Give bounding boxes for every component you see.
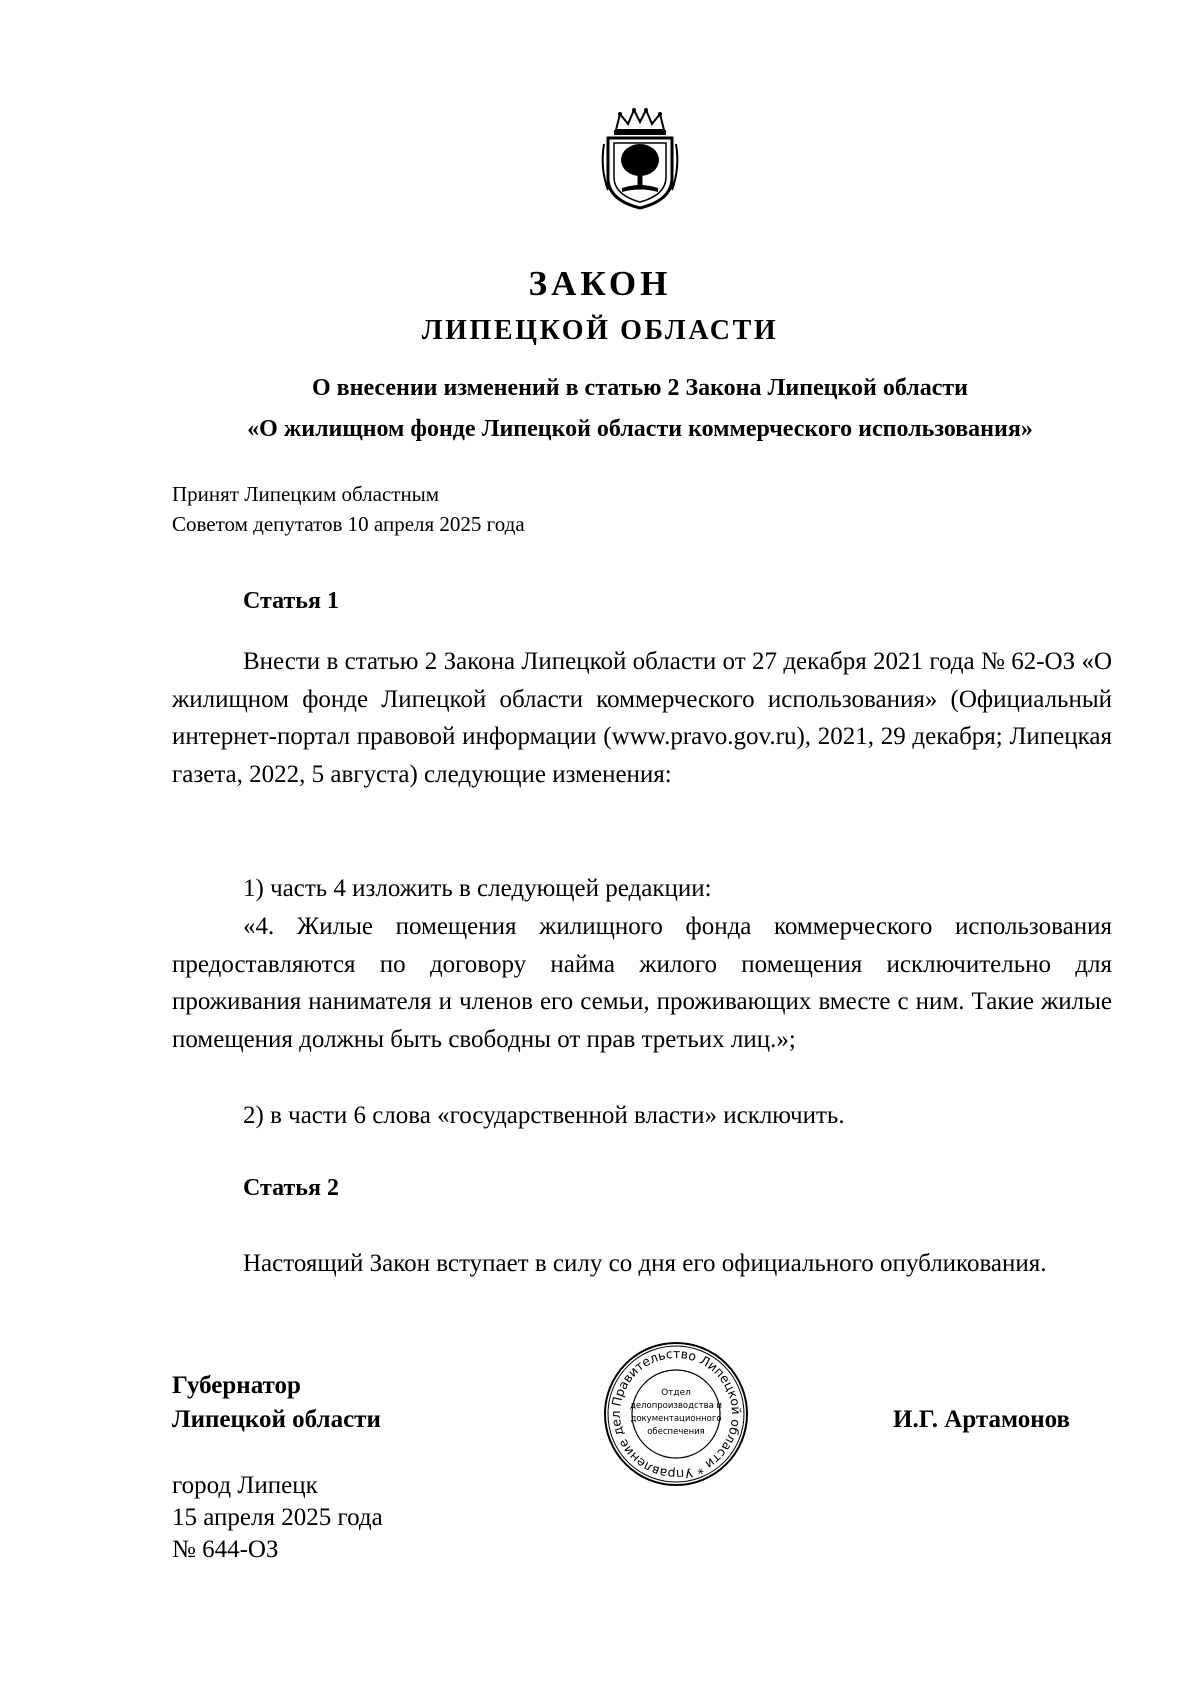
- article-1-item-1-quote: «4. Жилые помещения жилищного фонда коммерческого использования предоставляются по договору найма жилого помещения исключительно для проживания нанимателя и членов его семьи, проживающих вместе с ним. Такие жилые помещения должны быть свободны от прав третьих лиц.»;: [172, 913, 1112, 1053]
- signing-city: город Липецк: [172, 1472, 318, 1499]
- document-region: ЛИПЕЦКОЙ ОБЛАСТИ: [421, 315, 779, 346]
- document-title: ЗАКОН: [528, 264, 672, 303]
- seal-inner-line2: делопроизводства и: [629, 1401, 723, 1411]
- signer-position-line1: Губернатор: [172, 1372, 301, 1399]
- signer-name: И.Г. Артамонов: [893, 1406, 1070, 1433]
- article-2-text: Настоящий Закон вступает в силу со дня его официального опубликования.: [243, 1250, 1047, 1277]
- document-subject-line1: О внесении изменений в статью 2 Закона Липецкой области: [312, 375, 968, 401]
- article-2-heading: Статья 2: [243, 1175, 339, 1201]
- document-subject-line2: «О жилищном фонде Липецкой области коммерческого использования»: [247, 416, 1033, 442]
- article-1-item-1: 1) часть 4 изложить в следующей редакции:: [243, 875, 712, 902]
- signer-position-line2: Липецкой области: [172, 1406, 381, 1433]
- adoption-note-line1: Принят Липецким областным: [172, 482, 440, 506]
- official-seal-icon: [603, 1341, 749, 1487]
- article-1-intro: Внести в статью 2 Закона Липецкой области от 27 декабря 2021 года № 62-ОЗ «О жилищном фонде Липецкой области коммерческого использования» (Официальный интернет-портал правовой информации (www.pravo.gov.ru), 2021, 29 декабря; Липецкая газета, 2022, 5 августа) следующие изменения:: [172, 648, 1112, 788]
- seal-inner-line4: обеспечения: [647, 1427, 705, 1437]
- law-number: № 644-ОЗ: [172, 1536, 279, 1563]
- svg-text:Правительство Липецкой области: [603, 1341, 744, 1482]
- seal-outer-text: Правительство Липецкой области * Управление дел: [607, 1345, 745, 1483]
- lipetsk-coat-of-arms-icon: [598, 108, 682, 212]
- adoption-note-line2: Советом депутатов 10 апреля 2025 года: [172, 512, 525, 536]
- article-1-heading: Статья 1: [243, 588, 339, 614]
- seal-inner-line3: документационного: [630, 1414, 722, 1424]
- signing-date: 15 апреля 2025 года: [172, 1504, 383, 1531]
- article-1-item-2: 2) в части 6 слова «государственной власти» исключить.: [243, 1102, 845, 1129]
- seal-inner-line1: Отдел: [661, 1388, 691, 1398]
